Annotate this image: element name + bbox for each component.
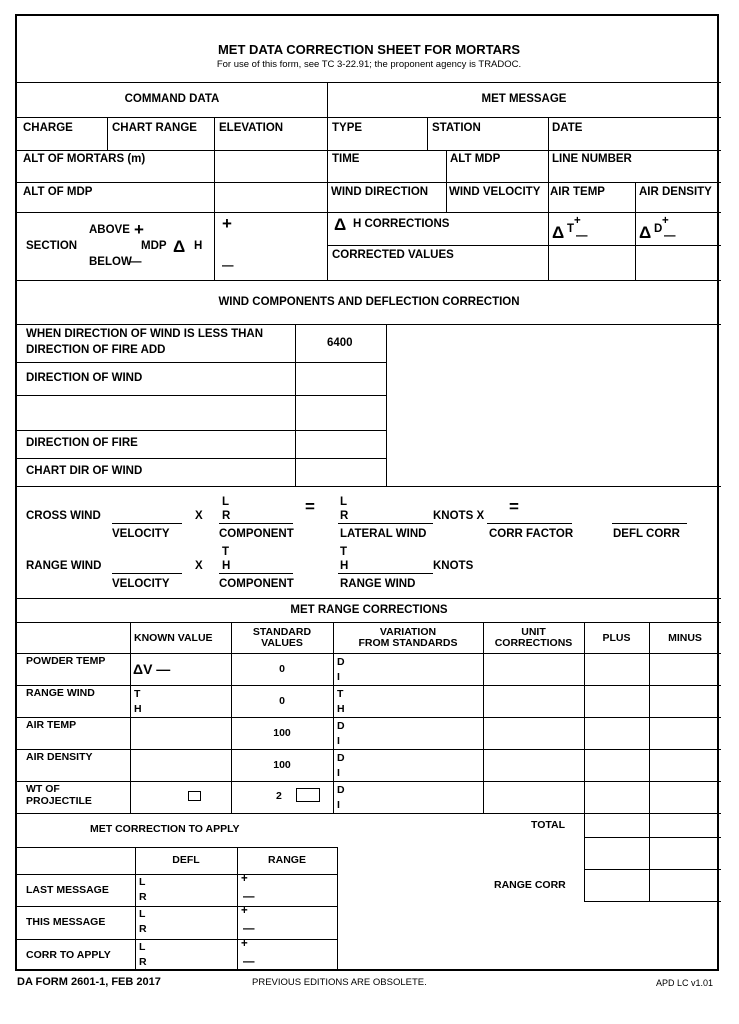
minus-sign: —: [243, 923, 255, 935]
checkbox-icon[interactable]: [188, 791, 201, 801]
version-label: APD LC v1.01: [656, 978, 714, 988]
chart-range-label: CHART RANGE: [112, 122, 197, 134]
component-label: COMPONENT: [219, 578, 294, 590]
this-message-label: THIS MESSAGE: [26, 916, 106, 928]
minus-header: MINUS: [668, 632, 702, 644]
times-sign: X: [195, 560, 203, 572]
times-sign: X: [195, 510, 203, 522]
delta-icon: Δ: [639, 223, 652, 242]
d-label: D: [337, 784, 345, 796]
elevation-label: ELEVATION: [219, 122, 284, 134]
above-label: ABOVE: [89, 224, 130, 236]
corrections-header: CORRECTIONS: [494, 637, 573, 649]
l-label: L: [139, 908, 146, 920]
unit-header: UNIT: [521, 626, 546, 638]
row-label: RANGE WIND: [26, 687, 95, 699]
row-label: AIR DENSITY: [26, 751, 93, 763]
met-message-heading: MET MESSAGE: [481, 93, 567, 105]
d-label: D: [337, 752, 345, 764]
apply-heading: MET CORRECTION TO APPLY: [90, 823, 240, 835]
minus-sign: —: [243, 891, 255, 903]
standard-value: 100: [273, 759, 291, 771]
l-label: L: [340, 496, 348, 508]
corr-factor-label: CORR FACTOR: [489, 528, 574, 540]
variation-header: VARIATION: [379, 626, 437, 638]
obsolete-note: PREVIOUS EDITIONS ARE OBSOLETE.: [252, 977, 427, 988]
r-label: R: [222, 510, 231, 522]
d-label: D: [337, 656, 345, 668]
standard-value: 0: [279, 663, 285, 675]
alt-mdp-met-label: ALT MDP: [450, 153, 501, 165]
plus-sign: +: [241, 938, 248, 950]
row-label: PROJECTILE: [26, 795, 92, 807]
range-wind-label: RANGE WIND: [26, 560, 102, 572]
knots-label: KNOTS: [433, 560, 474, 572]
wind-velocity-label: WIND VELOCITY: [449, 186, 541, 198]
wind-heading: WIND COMPONENTS AND DEFLECTION CORRECTION: [218, 296, 520, 308]
equals-sign: =: [305, 497, 315, 516]
i-label: I: [337, 767, 340, 779]
standard-value: 0: [279, 695, 285, 707]
t-label: T: [134, 688, 141, 700]
t-label: T: [222, 546, 230, 558]
h-label: H: [194, 240, 203, 252]
range-corrections-heading: MET RANGE CORRECTIONS: [290, 604, 448, 616]
t-label: T: [337, 688, 344, 700]
plus-sign: +: [134, 220, 144, 239]
minus-sign: —: [664, 230, 676, 242]
chart-dir-wind-label: CHART DIR OF WIND: [26, 465, 143, 477]
corr-to-apply-label: CORR TO APPLY: [26, 949, 111, 961]
h-label: H: [134, 703, 142, 715]
h-corrections-label: H CORRECTIONS: [353, 218, 450, 230]
air-density-label: AIR DENSITY: [639, 186, 712, 198]
air-temp-label: AIR TEMP: [550, 186, 605, 198]
plus-sign: +: [241, 873, 248, 885]
t-label: T: [340, 546, 348, 558]
l-label: L: [139, 876, 146, 888]
known-value-header: KNOWN VALUE: [134, 632, 213, 644]
time-label: TIME: [332, 153, 360, 165]
checkbox-icon[interactable]: [296, 788, 320, 802]
section-label: SECTION: [26, 240, 78, 252]
station-label: STATION: [432, 122, 481, 134]
line-number-label: LINE NUMBER: [552, 153, 632, 165]
charge-label: CHARGE: [23, 122, 73, 134]
velocity-label: VELOCITY: [112, 528, 170, 540]
form-title: MET DATA CORRECTION SHEET FOR MORTARS: [217, 42, 521, 57]
when-direction-label: WHEN DIRECTION OF WIND IS LESS THAN: [26, 328, 264, 340]
component-label: COMPONENT: [219, 528, 294, 540]
defl-corr-label: DEFL CORR: [613, 528, 680, 540]
last-message-label: LAST MESSAGE: [26, 884, 109, 896]
r-label: R: [139, 923, 147, 935]
minus-sign: —: [130, 256, 142, 268]
h-label: H: [337, 703, 345, 715]
plus-sign: +: [574, 215, 581, 227]
direction-of-fire-label: DIRECTION OF FIRE: [26, 437, 138, 449]
date-label: DATE: [552, 122, 583, 134]
minus-sign: —: [222, 260, 234, 272]
delta-icon: Δ: [552, 223, 565, 242]
standard-header: STANDARD: [252, 626, 312, 638]
known-value: ΔV —: [133, 661, 171, 677]
total-label: TOTAL: [531, 819, 566, 831]
form-subtitle: For use of this form, see TC 3-22.91; the proponent agency is TRADOC.: [216, 59, 522, 70]
form-number: DA FORM 2601-1, FEB 2017: [17, 976, 161, 988]
cross-wind-label: CROSS WIND: [26, 510, 101, 522]
row-label: WT OF: [26, 783, 60, 795]
wind-direction-label: WIND DIRECTION: [331, 186, 429, 198]
plus-header: PLUS: [602, 632, 631, 644]
standard-value: 100: [273, 727, 291, 739]
delta-icon: Δ: [173, 237, 186, 256]
i-label: I: [337, 735, 340, 747]
equals-sign: =: [509, 497, 519, 516]
lateral-wind-label: LATERAL WIND: [340, 528, 427, 540]
type-label: TYPE: [332, 122, 363, 134]
i-label: I: [337, 799, 340, 811]
direction-of-wind-label: DIRECTION OF WIND: [26, 372, 143, 384]
minus-sign: —: [576, 230, 588, 242]
i-label: I: [337, 671, 340, 683]
r-label: R: [139, 891, 147, 903]
values-header: VALUES: [261, 637, 303, 649]
t-label: T: [567, 223, 575, 235]
from-standards-header: FROM STANDARDS: [358, 637, 458, 649]
range-corr-label: RANGE CORR: [494, 879, 566, 891]
r-label: R: [139, 956, 147, 968]
plus-sign: +: [662, 215, 669, 227]
velocity-label: VELOCITY: [112, 578, 170, 590]
row-label: POWDER TEMP: [26, 655, 106, 667]
d-label: D: [337, 720, 345, 732]
met-correction-form: [15, 14, 719, 971]
mdp-label: MDP: [141, 240, 167, 252]
mils-value: 6400: [327, 337, 353, 349]
h-label: H: [222, 560, 231, 572]
knots-x-label: KNOTS X: [433, 510, 485, 522]
plus-sign: +: [222, 214, 232, 233]
command-data-heading: COMMAND DATA: [124, 93, 220, 105]
l-label: L: [139, 941, 146, 953]
l-label: L: [222, 496, 230, 508]
range-wind-result-label: RANGE WIND: [340, 578, 416, 590]
r-label: R: [340, 510, 349, 522]
below-label: BELOW: [89, 256, 132, 268]
h-label: H: [340, 560, 349, 572]
when-direction-label: DIRECTION OF FIRE ADD: [26, 344, 166, 356]
minus-sign: —: [243, 956, 255, 968]
standard-value: 2: [276, 790, 282, 802]
alt-mdp-label: ALT OF MDP: [23, 186, 93, 198]
defl-header: DEFL: [172, 854, 200, 866]
plus-sign: +: [241, 905, 248, 917]
d-label: D: [654, 223, 663, 235]
range-header: RANGE: [268, 854, 306, 866]
alt-mortars-label: ALT OF MORTARS (m): [23, 153, 146, 165]
delta-icon: Δ: [334, 215, 347, 234]
corrected-values-label: CORRECTED VALUES: [332, 249, 454, 261]
row-label: AIR TEMP: [26, 719, 77, 731]
